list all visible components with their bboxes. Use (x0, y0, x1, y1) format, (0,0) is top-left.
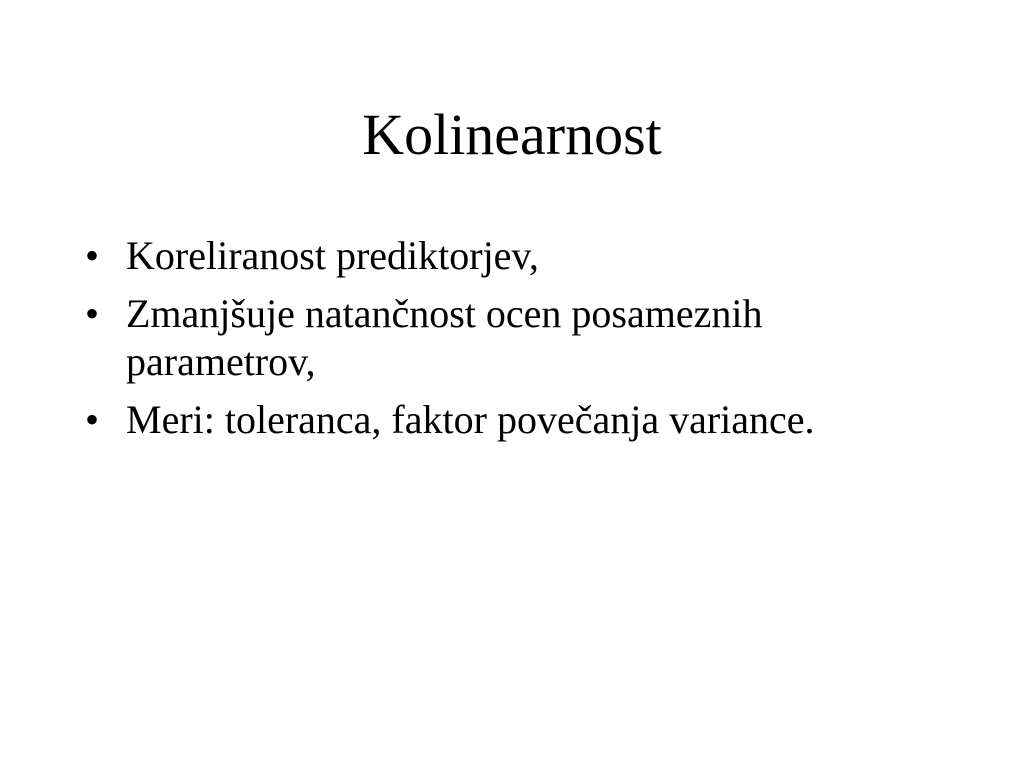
bullet-marker: • (85, 397, 100, 442)
bullet-text: Zmanjšuje natančnost ocen posameznih parametrov, (126, 291, 763, 384)
bullet-item (85, 396, 945, 444)
bullet-item (85, 232, 945, 280)
slide-title: Kolinearnost (362, 102, 662, 167)
bullet-text: Koreliranost prediktorjev, (126, 233, 539, 278)
bullet-item (85, 290, 945, 386)
bullet-marker: • (85, 233, 100, 278)
bullet-list (85, 232, 945, 454)
bullet-marker: • (85, 291, 100, 336)
bullet-text: Meri: toleranca, faktor povečanja variance. (126, 397, 815, 442)
